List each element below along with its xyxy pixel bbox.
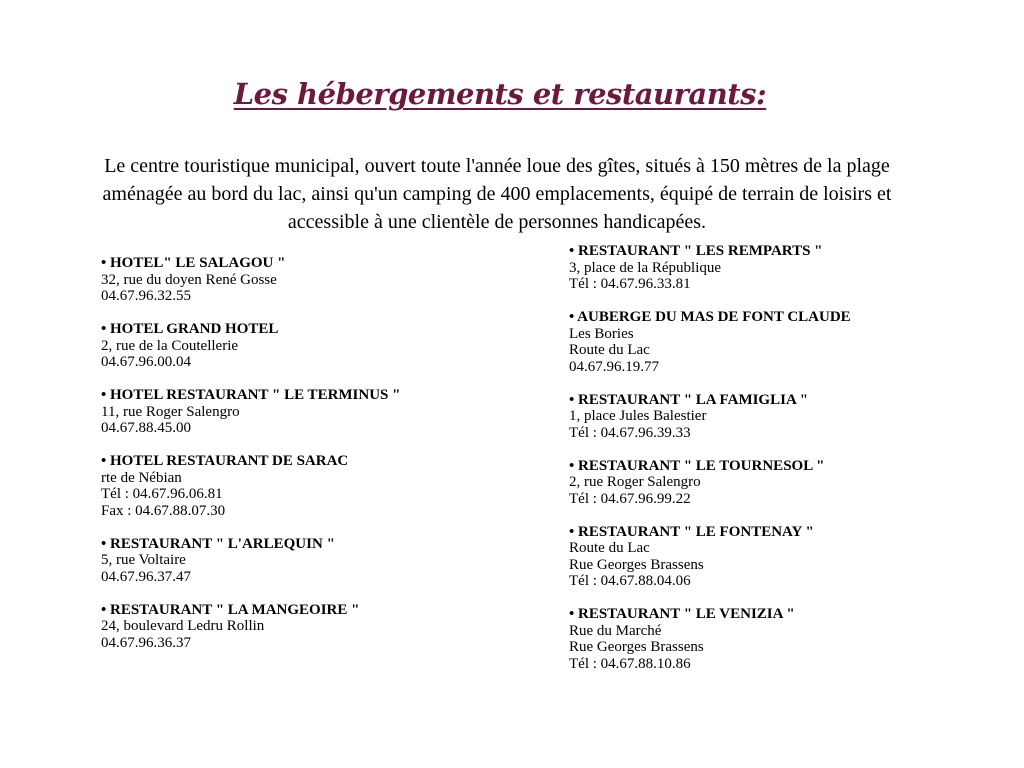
listing-name: • RESTAURANT " LE VENIZIA " [569,606,795,622]
listing-name: • RESTAURANT " LES REMPARTS " [569,243,823,259]
listing-detail: Les Bories [569,325,634,342]
listing-entry [569,243,989,293]
listing-entry [569,458,989,508]
listing-detail: 04.67.96.36.37 [101,634,191,651]
listing-detail: Rue du Marché [569,622,662,639]
intro-paragraph: Le centre touristique municipal, ouvert toute l'année loue des gîtes, situés à 150 mètres de la plage aménagée au bord du lac, ainsi qu'un camping de 400 emplacements, équipé de terrain de loisirs et accessible à une clientèle de personnes handicapées. [102,155,892,233]
listing-detail: Route du Lac [569,540,650,556]
listing-detail: 5, rue Voltaire [101,552,186,568]
right-listing-column [569,243,989,689]
listing-name: • RESTAURANT " LA FAMIGLIA " [569,391,809,408]
listing-name: • HOTEL" LE SALAGOU " [101,255,286,271]
listing-entry [569,606,989,672]
listing-detail: Tél : 04.67.88.10.86 [569,655,691,672]
listing-name: • RESTAURANT " LA MANGEOIRE " [101,601,360,618]
listing-entry [101,453,521,519]
listing-detail: Tél : 04.67.96.06.81 [101,486,223,502]
listing-detail: 32, rue du doyen René Gosse [101,271,277,288]
listing-detail: 04.67.96.19.77 [569,358,659,375]
listing-name: • AUBERGE DU MAS DE FONT CLAUDE [569,309,851,325]
listing-entry [101,536,521,586]
listing-detail: Route du Lac [569,342,650,358]
listing-name: • RESTAURANT " LE TOURNESOL " [569,457,825,474]
listing-detail: Tél : 04.67.96.39.33 [569,424,691,441]
listing-name: • HOTEL GRAND HOTEL [101,321,279,337]
left-listing-column [101,255,521,668]
listing-detail: Fax : 04.67.88.07.30 [101,502,226,519]
listing-entry [101,387,521,437]
listing-detail: 04.67.96.32.55 [101,288,191,304]
listing-entry [569,524,989,590]
listing-name: • HOTEL RESTAURANT DE SARAC [101,453,349,469]
listing-detail: Rue Georges Brassens [569,639,704,655]
listing-detail: 04.67.96.00.04 [101,354,191,370]
listing-detail: 2, rue de la Coutellerie [101,337,239,354]
listing-detail: Rue Georges Brassens [569,556,704,573]
listing-entry [101,321,521,371]
listing-detail: 04.67.88.45.00 [101,420,191,436]
listing-detail: 1, place Jules Balestier [569,408,707,424]
listing-detail: 2, rue Roger Salengro [569,474,701,490]
listing-detail: 04.67.96.37.47 [101,568,191,585]
listing-name: • RESTAURANT " L'ARLEQUIN " [101,535,335,552]
listing-detail: 3, place de la République [569,259,722,276]
listing-detail: 11, rue Roger Salengro [101,403,240,420]
listing-detail: Tél : 04.67.88.04.06 [569,573,691,589]
listing-detail: Tél : 04.67.96.33.81 [569,276,691,292]
listing-name: • HOTEL RESTAURANT " LE TERMINUS " [101,387,401,403]
listing-detail: 24, boulevard Ledru Rollin [101,618,265,634]
listing-entry [101,255,521,305]
listing-entry [101,602,521,652]
listing-detail: Tél : 04.67.96.99.22 [569,490,691,507]
page-title: Les hébergements et restaurants: [233,77,767,112]
listing-detail: rte de Nébian [101,469,182,486]
listing-entry [569,392,989,442]
listing-name: • RESTAURANT " LE FONTENAY " [569,523,814,540]
listing-entry [569,309,989,375]
